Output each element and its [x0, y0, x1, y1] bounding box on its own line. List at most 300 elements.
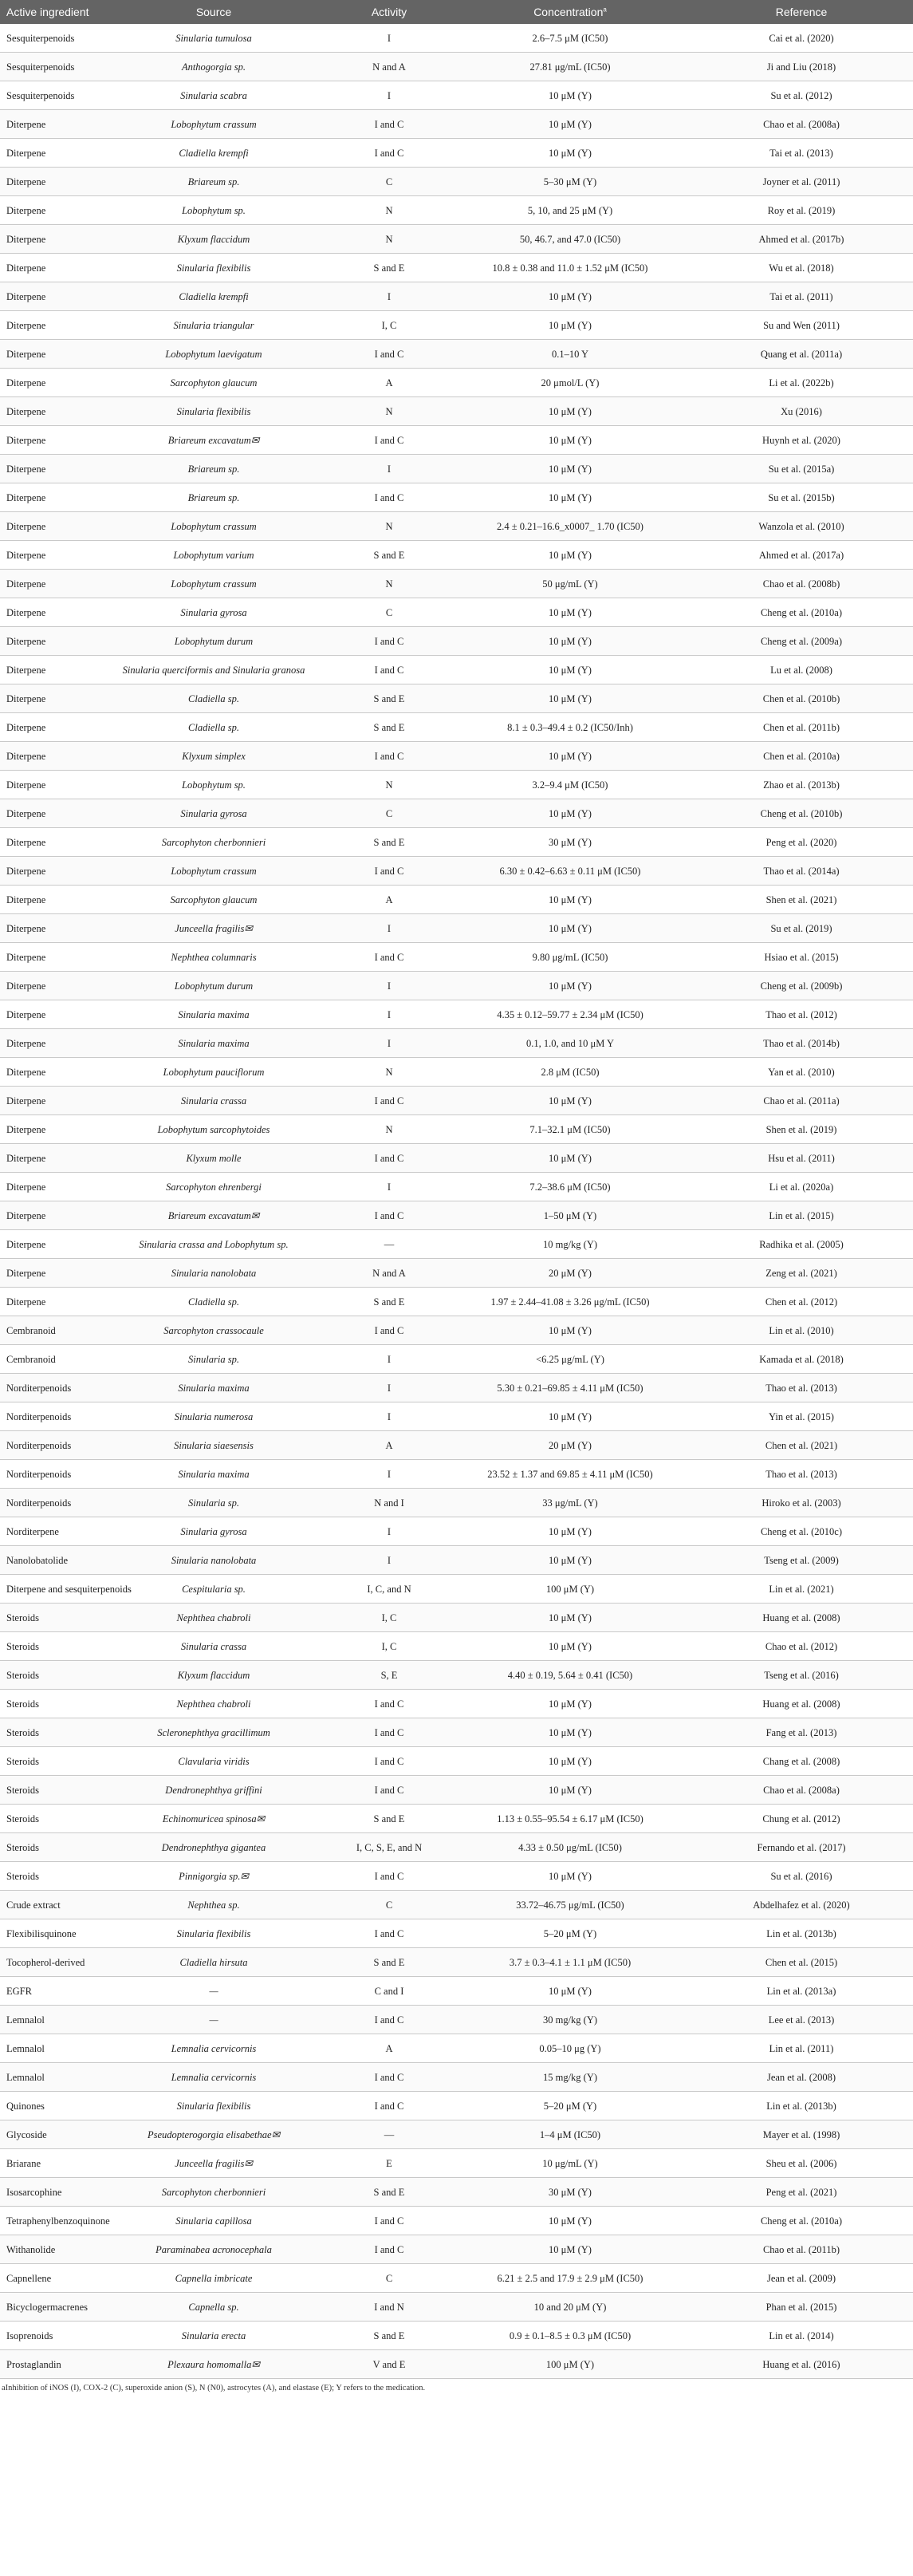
cell-source: —	[100, 1977, 328, 2006]
cell-reference: Chao et al. (2011b)	[690, 2235, 913, 2264]
cell-activity: N	[328, 570, 451, 598]
cell-reference: Cheng et al. (2010b)	[690, 799, 913, 828]
cell-concentration: 10 μM (Y)	[451, 1718, 690, 1747]
table-row	[0, 1087, 913, 1115]
table-row	[0, 455, 913, 483]
cell-active-ingredient: Bicyclogermacrenes	[0, 2293, 100, 2322]
cell-reference: Fang et al. (2013)	[690, 1718, 913, 1747]
cell-activity: A	[328, 886, 451, 914]
cell-activity: S and E	[328, 2178, 451, 2207]
cell-source: Sinularia flexibilis	[100, 1919, 328, 1948]
table-row	[0, 1029, 913, 1058]
cell-source: Sarcophyton cherbonnieri	[100, 2178, 328, 2207]
cell-source: Klyxum molle	[100, 1144, 328, 1173]
cell-reference: Cheng et al. (2009a)	[690, 627, 913, 656]
cell-activity: I and C	[328, 1862, 451, 1891]
cell-activity: I and C	[328, 1919, 451, 1948]
cell-reference: Huang et al. (2016)	[690, 2350, 913, 2379]
table-row	[0, 225, 913, 254]
cell-reference: Fernando et al. (2017)	[690, 1833, 913, 1862]
cell-activity: N and A	[328, 1259, 451, 1288]
cell-active-ingredient: Diterpene	[0, 541, 100, 570]
table-row	[0, 1805, 913, 1833]
cell-source: Cladiella hirsuta	[100, 1948, 328, 1977]
cell-reference: Lin et al. (2013b)	[690, 2092, 913, 2120]
cell-activity: I, C, and N	[328, 1575, 451, 1604]
cell-reference: Yan et al. (2010)	[690, 1058, 913, 1087]
cell-reference: Mayer et al. (1998)	[690, 2120, 913, 2149]
table-row	[0, 2006, 913, 2034]
cell-reference: Chen et al. (2010a)	[690, 742, 913, 771]
table-row	[0, 684, 913, 713]
cell-reference: Cheng et al. (2010a)	[690, 2207, 913, 2235]
cell-source: Sarcophyton glaucum	[100, 886, 328, 914]
cell-concentration: 10 and 20 μM (Y)	[451, 2293, 690, 2322]
cell-activity: I and C	[328, 1316, 451, 1345]
cell-active-ingredient: Capnellene	[0, 2264, 100, 2293]
cell-source: Cladiella krempfi	[100, 282, 328, 311]
cell-source: Pseudopterogorgia elisabethae✉	[100, 2120, 328, 2149]
cell-activity: S and E	[328, 254, 451, 282]
cell-source: Sinularia scabra	[100, 81, 328, 110]
table-row	[0, 972, 913, 1000]
cell-reference: Hsu et al. (2011)	[690, 1144, 913, 1173]
cell-active-ingredient: Diterpene	[0, 340, 100, 369]
cell-concentration: 7.1–32.1 μM (IC50)	[451, 1115, 690, 1144]
cell-reference: Chen et al. (2012)	[690, 1288, 913, 1316]
table-row	[0, 2034, 913, 2063]
table-row	[0, 1604, 913, 1632]
cell-active-ingredient: Diterpene	[0, 139, 100, 168]
cell-active-ingredient: Isoprenoids	[0, 2322, 100, 2350]
cell-concentration: 4.40 ± 0.19, 5.64 ± 0.41 (IC50)	[451, 1661, 690, 1690]
cell-reference: Ahmed et al. (2017a)	[690, 541, 913, 570]
cell-active-ingredient: Diterpene	[0, 168, 100, 196]
cell-active-ingredient: Diterpene	[0, 512, 100, 541]
cell-reference: Lin et al. (2011)	[690, 2034, 913, 2063]
cell-source: Klyxum simplex	[100, 742, 328, 771]
cell-activity: I and C	[328, 656, 451, 684]
cell-active-ingredient: Cembranoid	[0, 1316, 100, 1345]
cell-source: Nephthea chabroli	[100, 1690, 328, 1718]
cell-concentration: 10 μM (Y)	[451, 1144, 690, 1173]
cell-source: Cespitularia sp.	[100, 1575, 328, 1604]
cell-reference: Roy et al. (2019)	[690, 196, 913, 225]
cell-concentration: 23.52 ± 1.37 and 69.85 ± 4.11 μM (IC50)	[451, 1460, 690, 1489]
cell-source: Sinularia crassa	[100, 1632, 328, 1661]
cell-concentration: 10 μM (Y)	[451, 598, 690, 627]
table-row	[0, 1345, 913, 1374]
cell-reference: Wu et al. (2018)	[690, 254, 913, 282]
cell-reference: Su et al. (2016)	[690, 1862, 913, 1891]
cell-source: Capnella imbricate	[100, 2264, 328, 2293]
cell-source: Sarcophyton crassocaule	[100, 1316, 328, 1345]
cell-source: Sinularia nanolobata	[100, 1259, 328, 1288]
cell-concentration: 6.30 ± 0.42–6.63 ± 0.11 μM (IC50)	[451, 857, 690, 886]
cell-activity: I and C	[328, 426, 451, 455]
cell-reference: Hsiao et al. (2015)	[690, 943, 913, 972]
cell-active-ingredient: Diterpene	[0, 1173, 100, 1201]
cell-reference: Chao et al. (2011a)	[690, 1087, 913, 1115]
cell-activity: I and C	[328, 483, 451, 512]
cell-active-ingredient: Cembranoid	[0, 1345, 100, 1374]
cell-concentration: 1–4 μM (IC50)	[451, 2120, 690, 2149]
cell-source: Sinularia siaesensis	[100, 1431, 328, 1460]
cell-concentration: 5.30 ± 0.21–69.85 ± 4.11 μM (IC50)	[451, 1374, 690, 1402]
table-row	[0, 397, 913, 426]
cell-active-ingredient: Diterpene	[0, 1288, 100, 1316]
cell-source: Capnella sp.	[100, 2293, 328, 2322]
cell-source: Lobophytum durum	[100, 627, 328, 656]
cell-source: Sinularia maxima	[100, 1029, 328, 1058]
cell-activity: N and A	[328, 53, 451, 81]
cell-source: Lobophytum crassum	[100, 857, 328, 886]
cell-concentration: <6.25 μg/mL (Y)	[451, 1345, 690, 1374]
cell-source: Sinularia maxima	[100, 1000, 328, 1029]
cell-active-ingredient: Crude extract	[0, 1891, 100, 1919]
cell-reference: Huang et al. (2008)	[690, 1690, 913, 1718]
table-row	[0, 1259, 913, 1288]
table-row	[0, 2092, 913, 2120]
cell-source: —	[100, 2006, 328, 2034]
cell-reference: Thao et al. (2012)	[690, 1000, 913, 1029]
cell-source: Dendronephthya griffini	[100, 1776, 328, 1805]
cell-reference: Shen et al. (2021)	[690, 886, 913, 914]
cell-source: Sinularia nanolobata	[100, 1546, 328, 1575]
cell-concentration: 10 μM (Y)	[451, 455, 690, 483]
cell-reference: Chen et al. (2021)	[690, 1431, 913, 1460]
table-row	[0, 139, 913, 168]
cell-concentration: 10 μM (Y)	[451, 1604, 690, 1632]
table-row	[0, 2063, 913, 2092]
cell-active-ingredient: Diterpene and sesquiterpenoids	[0, 1575, 100, 1604]
cell-active-ingredient: Diterpene	[0, 857, 100, 886]
cell-source: Pinnigorgia sp.✉	[100, 1862, 328, 1891]
cell-concentration: 10 μM (Y)	[451, 1977, 690, 2006]
cell-concentration: 0.05–10 μg (Y)	[451, 2034, 690, 2063]
cell-activity: I, C	[328, 311, 451, 340]
cell-concentration: 4.35 ± 0.12–59.77 ± 2.34 μM (IC50)	[451, 1000, 690, 1029]
cell-active-ingredient: Tetraphenylbenzoquinone	[0, 2207, 100, 2235]
cell-activity: I and C	[328, 742, 451, 771]
cell-reference: Shen et al. (2019)	[690, 1115, 913, 1144]
cell-concentration: 10 μM (Y)	[451, 311, 690, 340]
cell-activity: I and C	[328, 340, 451, 369]
cell-concentration: 10 μM (Y)	[451, 2207, 690, 2235]
cell-reference: Tai et al. (2013)	[690, 139, 913, 168]
cell-reference: Chao et al. (2008a)	[690, 1776, 913, 1805]
cell-concentration: 30 μM (Y)	[451, 2178, 690, 2207]
table-row	[0, 196, 913, 225]
cell-source: Sinularia triangular	[100, 311, 328, 340]
cell-concentration: 0.9 ± 0.1–8.5 ± 0.3 μM (IC50)	[451, 2322, 690, 2350]
cell-reference: Chung et al. (2012)	[690, 1805, 913, 1833]
cell-active-ingredient: Diterpene	[0, 1230, 100, 1259]
cell-reference: Cai et al. (2020)	[690, 24, 913, 53]
cell-concentration: 3.2–9.4 μM (IC50)	[451, 771, 690, 799]
cell-source: Sinularia flexibilis	[100, 254, 328, 282]
header-footnote-mark: a	[603, 6, 607, 14]
cell-active-ingredient: Diterpene	[0, 397, 100, 426]
cell-active-ingredient: Diterpene	[0, 799, 100, 828]
cell-active-ingredient: Diterpene	[0, 742, 100, 771]
cell-activity: I	[328, 1517, 451, 1546]
table-row	[0, 1288, 913, 1316]
cell-activity: I and C	[328, 1144, 451, 1173]
cell-reference: Lin et al. (2015)	[690, 1201, 913, 1230]
cell-activity: I and C	[328, 1747, 451, 1776]
cell-source: Cladiella sp.	[100, 1288, 328, 1316]
table-row	[0, 254, 913, 282]
cell-reference: Phan et al. (2015)	[690, 2293, 913, 2322]
cell-active-ingredient: Diterpene	[0, 311, 100, 340]
cell-active-ingredient: Diterpene	[0, 225, 100, 254]
cell-activity: C	[328, 1891, 451, 1919]
table-row	[0, 914, 913, 943]
cell-concentration: 2.6–7.5 μM (IC50)	[451, 24, 690, 53]
cell-source: Sarcophyton cherbonnieri	[100, 828, 328, 857]
table-row	[0, 1144, 913, 1173]
cell-concentration: 1–50 μM (Y)	[451, 1201, 690, 1230]
cell-concentration: 50, 46.7, and 47.0 (IC50)	[451, 225, 690, 254]
table-row	[0, 53, 913, 81]
table-row	[0, 857, 913, 886]
cell-active-ingredient: Norditerpenoids	[0, 1402, 100, 1431]
cell-activity: —	[328, 2120, 451, 2149]
cell-activity: A	[328, 2034, 451, 2063]
cell-source: Briareum sp.	[100, 483, 328, 512]
table-row	[0, 1747, 913, 1776]
cell-concentration: 10 μg/mL (Y)	[451, 2149, 690, 2178]
cell-reference: Xu (2016)	[690, 397, 913, 426]
cell-reference: Su et al. (2019)	[690, 914, 913, 943]
cell-activity: N	[328, 512, 451, 541]
cell-concentration: 10 μM (Y)	[451, 1087, 690, 1115]
cell-active-ingredient: Diterpene	[0, 771, 100, 799]
cell-source: Sinularia numerosa	[100, 1402, 328, 1431]
cell-reference: Li et al. (2020a)	[690, 1173, 913, 1201]
cell-active-ingredient: Lemnalol	[0, 2034, 100, 2063]
cell-active-ingredient: Steroids	[0, 1862, 100, 1891]
cell-active-ingredient: Prostaglandin	[0, 2350, 100, 2379]
cell-active-ingredient: Diterpene	[0, 1029, 100, 1058]
cell-concentration: 10 μM (Y)	[451, 627, 690, 656]
cell-active-ingredient: Steroids	[0, 1776, 100, 1805]
cell-concentration: 30 mg/kg (Y)	[451, 2006, 690, 2034]
cell-reference: Sheu et al. (2006)	[690, 2149, 913, 2178]
table-row	[0, 1460, 913, 1489]
cell-reference: Su et al. (2015a)	[690, 455, 913, 483]
cell-reference: Chao et al. (2008a)	[690, 110, 913, 139]
cell-activity: N	[328, 397, 451, 426]
cell-concentration: 10 μM (Y)	[451, 684, 690, 713]
cell-reference: Chen et al. (2011b)	[690, 713, 913, 742]
cell-reference: Zhao et al. (2013b)	[690, 771, 913, 799]
cell-activity: I	[328, 81, 451, 110]
table-row	[0, 512, 913, 541]
cell-reference: Jean et al. (2008)	[690, 2063, 913, 2092]
cell-activity: C and I	[328, 1977, 451, 2006]
cell-source: Nephthea chabroli	[100, 1604, 328, 1632]
table-row	[0, 1230, 913, 1259]
cell-activity: S and E	[328, 828, 451, 857]
cell-concentration: 10 μM (Y)	[451, 483, 690, 512]
table-row	[0, 1919, 913, 1948]
cell-activity: I	[328, 914, 451, 943]
cell-source: Lobophytum crassum	[100, 110, 328, 139]
cell-source: Nephthea sp.	[100, 1891, 328, 1919]
table-row	[0, 426, 913, 455]
header-activity: Activity	[328, 0, 451, 24]
cell-active-ingredient: Steroids	[0, 1833, 100, 1862]
cell-active-ingredient: Diterpene	[0, 1000, 100, 1029]
cell-reference: Jean et al. (2009)	[690, 2264, 913, 2293]
cell-reference: Cheng et al. (2010c)	[690, 1517, 913, 1546]
cell-activity: C	[328, 598, 451, 627]
cell-active-ingredient: Sesquiterpenoids	[0, 24, 100, 53]
cell-concentration: 10 μM (Y)	[451, 1402, 690, 1431]
cell-activity: I	[328, 1402, 451, 1431]
cell-concentration: 10.8 ± 0.38 and 11.0 ± 1.52 μM (IC50)	[451, 254, 690, 282]
cell-reference: Su et al. (2015b)	[690, 483, 913, 512]
cell-reference: Chao et al. (2008b)	[690, 570, 913, 598]
table-row	[0, 1402, 913, 1431]
cell-activity: I and C	[328, 1201, 451, 1230]
cell-reference: Peng et al. (2021)	[690, 2178, 913, 2207]
table-row	[0, 742, 913, 771]
cell-source: Lobophytum laevigatum	[100, 340, 328, 369]
cell-active-ingredient: Steroids	[0, 1747, 100, 1776]
cell-active-ingredient: Diterpene	[0, 684, 100, 713]
table-row	[0, 2235, 913, 2264]
table-row	[0, 110, 913, 139]
cell-source: Lobophytum crassum	[100, 512, 328, 541]
table-row	[0, 570, 913, 598]
cell-active-ingredient: Lemnalol	[0, 2006, 100, 2034]
cell-concentration: 100 μM (Y)	[451, 1575, 690, 1604]
cell-reference: Huang et al. (2008)	[690, 1604, 913, 1632]
cell-activity: V and E	[328, 2350, 451, 2379]
cell-activity: I and C	[328, 1690, 451, 1718]
table-row	[0, 828, 913, 857]
cell-activity: I	[328, 455, 451, 483]
cell-concentration: 3.7 ± 0.3–4.1 ± 1.1 μM (IC50)	[451, 1948, 690, 1977]
cell-concentration: 10 μM (Y)	[451, 1632, 690, 1661]
cell-reference: Su et al. (2012)	[690, 81, 913, 110]
cell-concentration: 10 μM (Y)	[451, 1862, 690, 1891]
cell-reference: Tai et al. (2011)	[690, 282, 913, 311]
cell-concentration: 100 μM (Y)	[451, 2350, 690, 2379]
cell-source: Lobophytum sarcophytoides	[100, 1115, 328, 1144]
cell-activity: A	[328, 1431, 451, 1460]
cell-activity: I, C	[328, 1604, 451, 1632]
cell-reference: Tseng et al. (2009)	[690, 1546, 913, 1575]
cell-activity: I and C	[328, 943, 451, 972]
table-row	[0, 168, 913, 196]
table-row	[0, 1833, 913, 1862]
table-row	[0, 2178, 913, 2207]
cell-activity: I and C	[328, 2092, 451, 2120]
cell-concentration: 20 μmol/L (Y)	[451, 369, 690, 397]
cell-concentration: 8.1 ± 0.3–49.4 ± 0.2 (IC50/Inh)	[451, 713, 690, 742]
cell-activity: S and E	[328, 1805, 451, 1833]
cell-activity: I	[328, 1345, 451, 1374]
cell-active-ingredient: Diterpene	[0, 598, 100, 627]
table-row	[0, 2207, 913, 2235]
table-row	[0, 369, 913, 397]
cell-concentration: 30 μM (Y)	[451, 828, 690, 857]
table-row	[0, 1718, 913, 1747]
table-row	[0, 799, 913, 828]
cell-reference: Lee et al. (2013)	[690, 2006, 913, 2034]
cell-active-ingredient: Tocopherol-derived	[0, 1948, 100, 1977]
cell-concentration: 10 μM (Y)	[451, 397, 690, 426]
table-row	[0, 1690, 913, 1718]
cell-active-ingredient: Diterpene	[0, 369, 100, 397]
table-row	[0, 1632, 913, 1661]
cell-source: Briareum sp.	[100, 455, 328, 483]
table-row	[0, 1517, 913, 1546]
cell-activity: I, C	[328, 1632, 451, 1661]
cell-source: Scleronephthya gracillimum	[100, 1718, 328, 1747]
cell-active-ingredient: Diterpene	[0, 713, 100, 742]
cell-reference: Thao et al. (2013)	[690, 1374, 913, 1402]
cell-reference: Thao et al. (2014a)	[690, 857, 913, 886]
cell-concentration: 15 mg/kg (Y)	[451, 2063, 690, 2092]
cell-reference: Chen et al. (2010b)	[690, 684, 913, 713]
cell-activity: I and C	[328, 2006, 451, 2034]
cell-active-ingredient: Steroids	[0, 1805, 100, 1833]
cell-reference: Quang et al. (2011a)	[690, 340, 913, 369]
table-row	[0, 2264, 913, 2293]
cell-concentration: 10 μM (Y)	[451, 1517, 690, 1546]
cell-activity: N	[328, 1115, 451, 1144]
table-row	[0, 1977, 913, 2006]
header-reference: Reference	[690, 0, 913, 24]
cell-source: Sinularia sp.	[100, 1489, 328, 1517]
table-row	[0, 2293, 913, 2322]
cell-source: Sarcophyton ehrenbergi	[100, 1173, 328, 1201]
table-row	[0, 886, 913, 914]
cell-concentration: 27.81 μg/mL (IC50)	[451, 53, 690, 81]
cell-source: Briareum excavatum✉	[100, 1201, 328, 1230]
table-row	[0, 1489, 913, 1517]
cell-source: Lemnalia cervicornis	[100, 2034, 328, 2063]
cell-concentration: 10 mg/kg (Y)	[451, 1230, 690, 1259]
cell-concentration: 0.1, 1.0, and 10 μM Y	[451, 1029, 690, 1058]
cell-reference: Chen et al. (2015)	[690, 1948, 913, 1977]
cell-active-ingredient: Norditerpenoids	[0, 1460, 100, 1489]
table-row	[0, 1173, 913, 1201]
cell-source: Sarcophyton glaucum	[100, 369, 328, 397]
cell-reference: Tseng et al. (2016)	[690, 1661, 913, 1690]
cell-activity: I and C	[328, 1087, 451, 1115]
cell-source: Lemnalia cervicornis	[100, 2063, 328, 2092]
cell-activity: —	[328, 1230, 451, 1259]
cell-concentration: 9.80 μg/mL (IC50)	[451, 943, 690, 972]
cell-activity: I, C, S, E, and N	[328, 1833, 451, 1862]
cell-reference: Joyner et al. (2011)	[690, 168, 913, 196]
cell-source: Echinomuricea spinosa✉	[100, 1805, 328, 1833]
cell-activity: S and E	[328, 2322, 451, 2350]
table-row	[0, 24, 913, 53]
cell-concentration: 10 μM (Y)	[451, 1546, 690, 1575]
cell-concentration: 5–20 μM (Y)	[451, 2092, 690, 2120]
cell-active-ingredient: Quinones	[0, 2092, 100, 2120]
cell-active-ingredient: Diterpene	[0, 656, 100, 684]
cell-activity: I and C	[328, 110, 451, 139]
cell-source: Sinularia maxima	[100, 1374, 328, 1402]
